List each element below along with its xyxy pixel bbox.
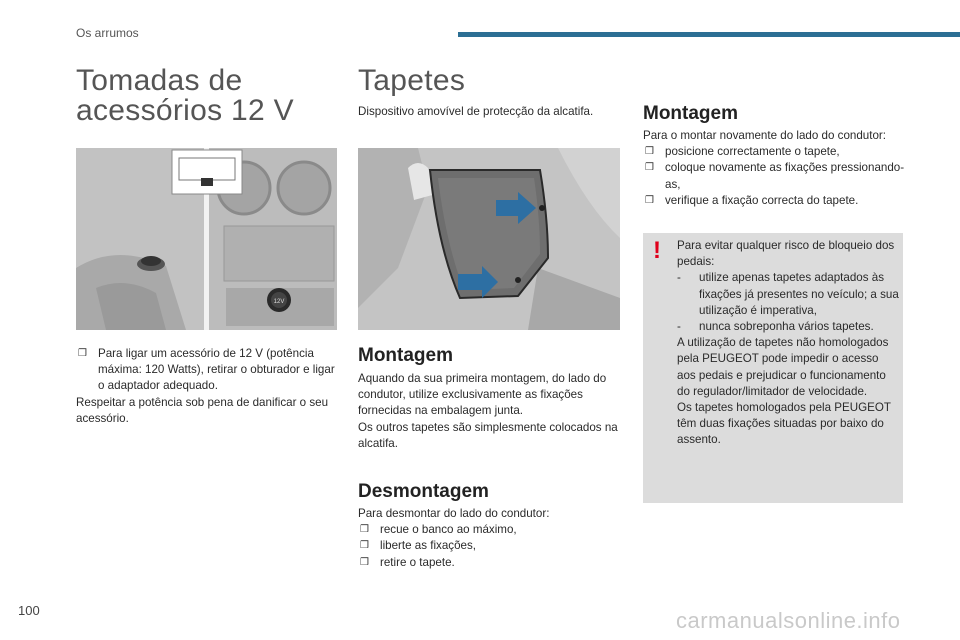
warning-text xyxy=(677,238,899,449)
desmontagem-text xyxy=(358,506,622,571)
bullet-item: ❒ Para ligar um acessório de 12 V (potência máxima: 120 Watts), retirar o obturador e ligar o adaptador adequado. xyxy=(76,346,338,395)
page-number: 100 xyxy=(18,603,40,618)
warning-icon: ! xyxy=(653,237,661,264)
warning-paragraph: Os tapetes homologados pela PEUGEOT têm duas fixações situadas por baixo do assento. xyxy=(677,401,891,447)
left-title xyxy=(76,66,294,126)
left-title-line2: acessórios 12 V xyxy=(76,94,294,127)
warning-paragraph: Para evitar qualquer risco de bloqueio dos pedais: xyxy=(677,239,895,269)
accessory-socket-photo xyxy=(76,148,337,330)
warning-paragraph: A utilização de tapetes não homologados pela PEUGEOT pode impedir o acesso aos pedais e prejudicar o funcionamento do regulador/limitador de velocidade. xyxy=(677,336,889,398)
bullet-item: ❒ posicione correctamente o tapete, xyxy=(643,144,905,160)
header-accent-bar xyxy=(458,32,960,37)
middle-intro: Dispositivo amovível de protecção da alcatifa. xyxy=(358,105,594,118)
warning-dash-item: - nunca sobreponha vários tapetes. xyxy=(677,319,899,335)
floor-mat-illustration xyxy=(358,148,620,330)
left-text-block xyxy=(76,346,338,427)
bullet-item: ❒ coloque novamente as fixações pressionando-as, xyxy=(643,160,905,192)
montagem-text-middle xyxy=(358,371,622,452)
bullet-item: ❒ verifique a fixação correcta do tapete. xyxy=(643,193,905,209)
floor-mat-photo xyxy=(358,148,620,330)
montagem-text-right xyxy=(643,128,905,209)
bullet-item: ❒ recue o banco ao máximo, xyxy=(358,522,622,538)
middle-title: Tapetes xyxy=(358,64,466,97)
accessory-socket-illustration xyxy=(76,148,337,330)
bullet-item: ❒ liberte as fixações, xyxy=(358,538,622,554)
warning-dash-item: - utilize apenas tapetes adaptados às fixações já presentes no veículo; a sua utilização é imperativa, xyxy=(677,270,899,319)
left-title-line1: Tomadas de xyxy=(76,64,243,97)
montagem-heading-right: Montagem xyxy=(643,103,738,124)
left-note: Respeitar a potência sob pena de danificar o seu acessório. xyxy=(76,395,329,425)
warning-box xyxy=(643,233,903,503)
desmontagem-heading: Desmontagem xyxy=(358,481,489,502)
montagem-paragraph: Os outros tapetes são simplesmente colocados na alcatifa. xyxy=(358,420,618,450)
montagem-intro: Para o montar novamente do lado do condutor: xyxy=(643,129,886,142)
socket-label: 12V xyxy=(273,299,285,305)
montagem-paragraph: Aquando da sua primeira montagem, do lado do condutor, utilize exclusivamente as fixações fornecidas na embalagem junta. xyxy=(358,372,607,418)
bullet-item: ❒ retire o tapete. xyxy=(358,555,622,571)
section-label: Os arrumos xyxy=(76,26,139,40)
desmontagem-intro: Para desmontar do lado do condutor: xyxy=(358,507,550,520)
watermark: carmanualsonline.info xyxy=(676,608,901,633)
montagem-heading-middle: Montagem xyxy=(358,345,453,366)
